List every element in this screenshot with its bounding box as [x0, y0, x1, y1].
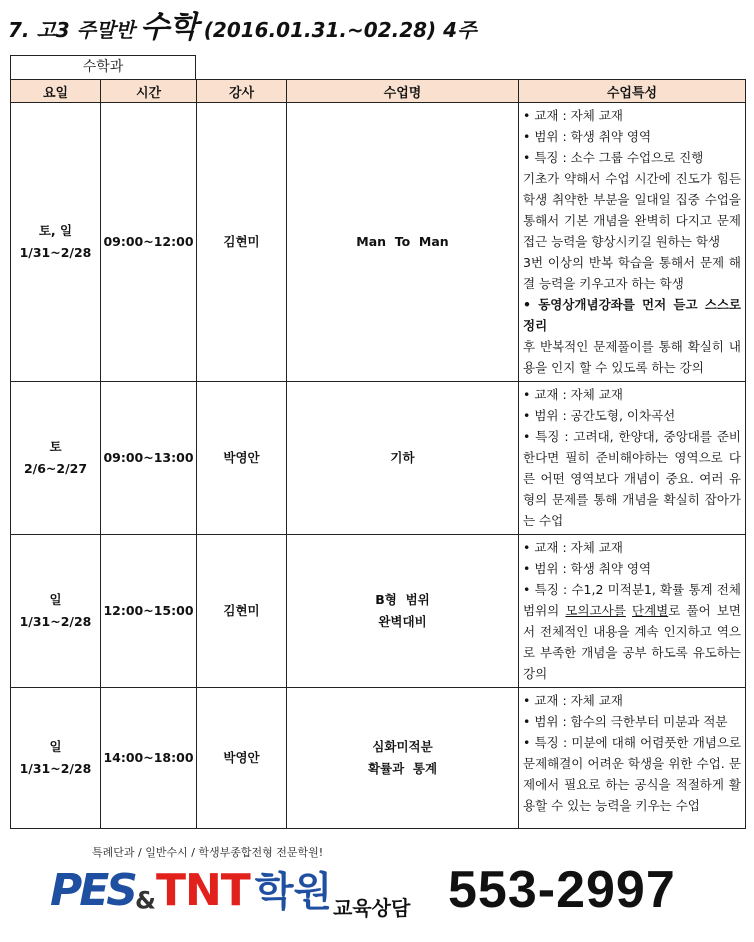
- features-cell: [519, 535, 746, 688]
- title-period: (2016.01.31.~02.28) 4주: [203, 18, 477, 42]
- day-label: 일: [49, 592, 62, 607]
- column-header-teacher: 강사: [197, 80, 287, 103]
- feature-line: • 특징 : 고려대, 한양대, 중앙대를 준비한다면 필히 준비해야하는 영역으로 다른 어떤 영역보다 개념이 중요. 여러 유형의 문제를 통해 개념을 확실히 잡아가는 수업: [523, 429, 741, 528]
- feature-line: 후 반복적인 문제풀이를 통해 확실히 내용을 인지 할 수 있도록 하는 강의: [523, 339, 741, 375]
- feature-line: [523, 579, 741, 684]
- date-range: 1/31~2/28: [19, 761, 92, 776]
- subject-tab: 수학과: [10, 55, 196, 79]
- footer: [0, 830, 754, 942]
- feature-line: 기초가 약해서 수업 시간에 진도가 힘든학생 취약한 부분을 일대일 집중 수업을 통해서 기본 개념을 완벽히 다지고 문제 접근 능력을 향상시키길 원하는 학생: [523, 171, 741, 249]
- table-row: [11, 103, 746, 382]
- schedule-table: [10, 79, 746, 829]
- feature-line: • 특징 : 미분에 대해 어렴풋한 개념으로 문제해결이 어려운 학생을 위한 수업. 문제에서 필요로 하는 공식을 적절하게 활용할 수 있는 능력을 키우는 수업: [523, 735, 741, 813]
- day-cell: [11, 382, 101, 535]
- date-range: 1/31~2/28: [19, 614, 92, 629]
- features-cell: [519, 382, 746, 535]
- time-cell: 09:00~13:00: [101, 382, 197, 535]
- day-cell: [11, 535, 101, 688]
- feature-line: • 교재 : 자체 교재: [523, 108, 623, 123]
- feature-line: • 교재 : 자체 교재: [523, 387, 623, 402]
- course-name: Man To Man: [356, 234, 449, 249]
- day-label: 토, 일: [38, 223, 73, 238]
- feature-line: 3번 이상의 반복 학습을 통해서 문제 해결 능력을 키우고자 하는 학생: [523, 255, 741, 291]
- feature-line: • 특징 : 소수 그룹 수업으로 진행: [523, 150, 704, 165]
- academy-logo: [50, 860, 332, 930]
- course-cell: [287, 103, 519, 382]
- table-row: [11, 535, 746, 688]
- teacher-cell: 박영안: [197, 382, 287, 535]
- title-subject: 수학: [140, 10, 199, 45]
- column-header-day: 요일: [11, 80, 101, 103]
- page-title: [8, 2, 477, 45]
- table-header-row: [11, 80, 746, 103]
- feature-line: • 범위 : 학생 취약 영역: [523, 561, 652, 576]
- feature-line: • 교재 : 자체 교재: [523, 693, 623, 708]
- features-cell: [519, 103, 746, 382]
- time-cell: 12:00~15:00: [101, 535, 197, 688]
- column-header-features: 수업특성: [519, 80, 746, 103]
- feature-line: • 교재 : 자체 교재: [523, 540, 623, 555]
- column-header-time: 시간: [101, 80, 197, 103]
- teacher-cell: 김현미: [197, 535, 287, 688]
- logo-ampersand: &: [135, 886, 156, 915]
- course-name: 기하: [390, 450, 415, 465]
- time-cell: 14:00~18:00: [101, 688, 197, 829]
- course-name: B형 범위: [375, 592, 430, 607]
- course-name-line2: 완벽대비: [378, 614, 427, 629]
- day-label: 토: [49, 439, 62, 454]
- course-cell: [287, 688, 519, 829]
- course-cell: [287, 382, 519, 535]
- day-cell: [11, 688, 101, 829]
- features-cell: [519, 688, 746, 829]
- feature-text: 로 풀어 보면서 전체적인 내용을 계속 인지하고 역으로 부족한 개념을 공부 하도록 유도하는 강의: [523, 603, 742, 681]
- table-row: [11, 688, 746, 829]
- phone-number: 553-2997: [448, 861, 676, 919]
- day-label: 일: [49, 739, 62, 754]
- title-prefix: 7. 고3 주말반: [8, 18, 135, 42]
- day-cell: [11, 103, 101, 382]
- academy-tagline: 특례단과 / 일반수시 / 학생부종합전형 전문학원!: [92, 846, 324, 859]
- feature-line-bold: [523, 294, 741, 336]
- logo-pes: PES: [50, 865, 135, 916]
- feature-line: • 범위 : 공간도형, 이차곡선: [523, 408, 676, 423]
- course-cell: [287, 535, 519, 688]
- table-row: [11, 382, 746, 535]
- teacher-cell: 박영안: [197, 688, 287, 829]
- feature-underlined-text: 모의고사를: [565, 603, 626, 618]
- course-name: 심화미적분: [372, 739, 433, 754]
- date-range: 1/31~2/28: [19, 245, 92, 260]
- feature-line: • 범위 : 함수의 극한부터 미분과 적분: [523, 714, 728, 729]
- feature-text: • 특징 : 수1,2 미적분1, 확률 통계 전체 범위의: [523, 582, 741, 618]
- logo-hakwon: 학원: [254, 869, 333, 915]
- course-name-line2: 확률과 통계: [367, 761, 438, 776]
- logo-tnt: TNT: [155, 865, 250, 916]
- teacher-cell: 김현미: [197, 103, 287, 382]
- consult-label: 교육상담: [333, 896, 411, 920]
- time-cell: 09:00~12:00: [101, 103, 197, 382]
- feature-underlined-text: 단계별: [632, 603, 669, 618]
- feature-line: • 범위 : 학생 취약 영역: [523, 129, 652, 144]
- date-range: 2/6~2/27: [23, 461, 88, 476]
- column-header-course: 수업명: [287, 80, 519, 103]
- feature-bold-text: • 동영상개념강좌를 먼저 듣고 스스로 정리: [523, 297, 741, 333]
